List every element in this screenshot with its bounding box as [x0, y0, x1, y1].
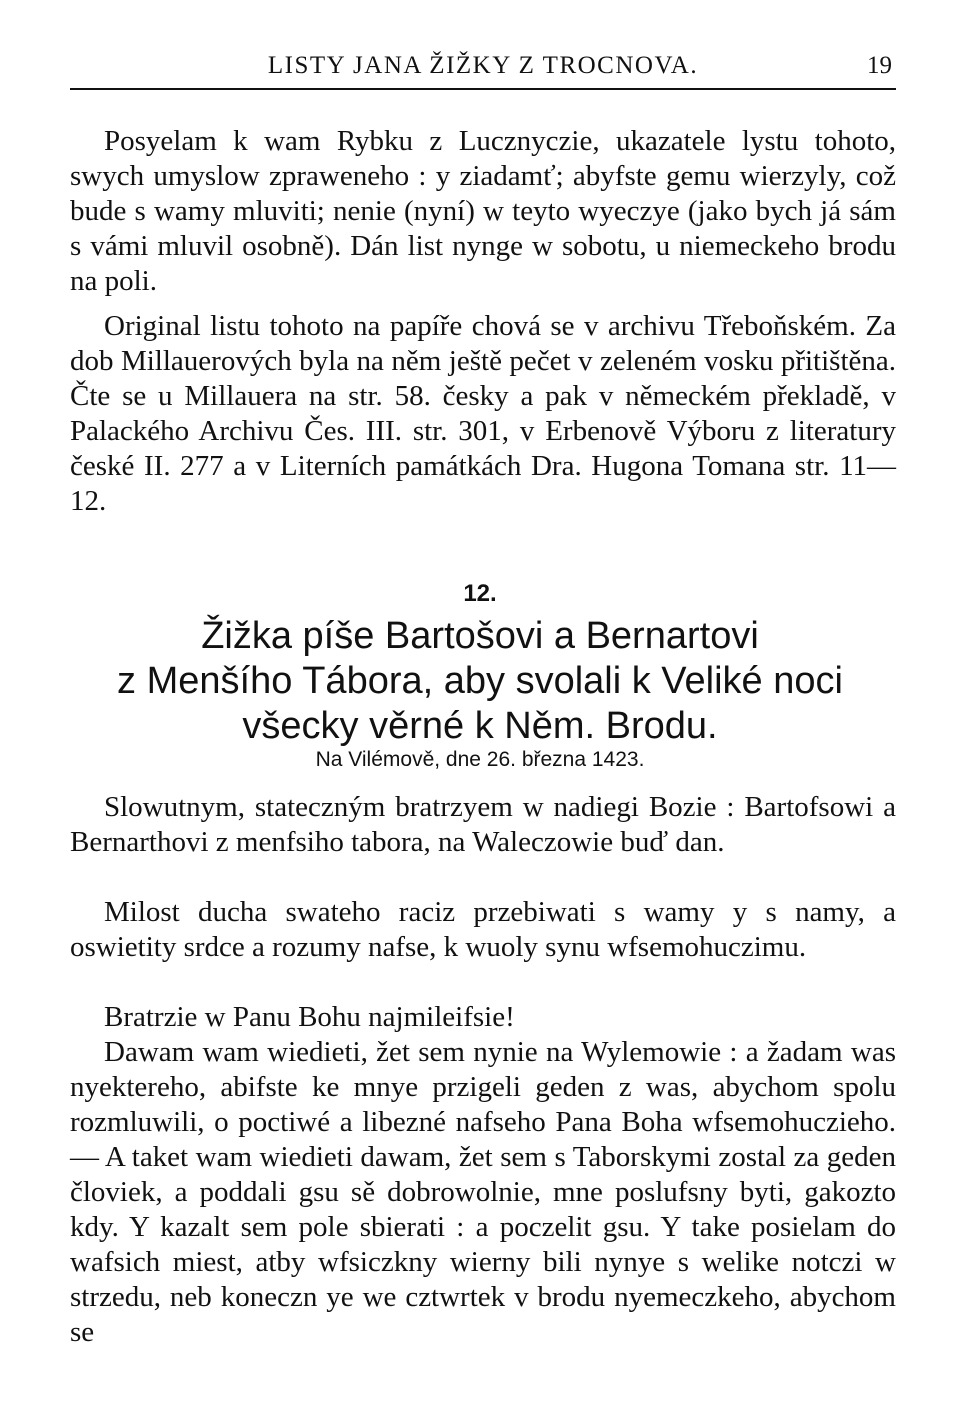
- document-number: 12.: [463, 580, 497, 607]
- document-heading: [90, 614, 870, 749]
- heading-line: Žižka píše Bartošovi a Bernartovi: [201, 615, 759, 657]
- page-number: 19: [867, 52, 892, 79]
- running-header: [70, 52, 896, 88]
- blessing-paragraph: Milost ducha swateho raciz przebiwati s wamy y s namy, a oswietity srdce a rozumy nafse, k wuoly synu wfsemohuczimu.: [70, 896, 896, 963]
- heading-line: z Menšího Tábora, aby svolali k Veliké noci: [117, 660, 843, 702]
- running-title: LISTY JANA ŽIŽKY Z TROCNOVA.: [267, 52, 699, 79]
- letter-body-paragraph: Dawam wam wiedieti, žet sem nynie na Wylemowie : a žadam was nyektereho, abifste ke mnye przigeli geden z was, abychom spolu rozmluwili, o poctiwé a libezné nafseho Pana Boha wfsemohuczieho. — A taket wam wiedieti dawam, žet sem s Taborskymi zostal za geden človiek, a poddali gsu sě dobrowolnie, mne poslufsny byti, gakozto kdy. Y kazalt sem pole sbierati : a poczelit gsu. Y take posielam do wafsich miest, atby wfsiczkny wierny bili nynye s welike notczi w strzedu, neb koneczn ye we cztwrtek v brodu nyemeczkeho, abychom se: [70, 1036, 896, 1348]
- heading-line: všecky věrné k Něm. Brodu.: [242, 705, 718, 747]
- greeting-line: Bratrzie w Panu Bohu najmileifsie!: [104, 1001, 515, 1033]
- salutation-address: Slowutnym, stateczným bratrzyem w nadiegi Bozie : Bartofsowi a Bernarthovi z menfsiho tabora, na Waleczowie buď dan.: [70, 791, 896, 858]
- dateline: Na Vilémově, dne 26. března 1423.: [315, 748, 645, 771]
- header-rule: [70, 88, 896, 90]
- letter-closing-paragraph: Posyelam k wam Rybku z Lucznyczie, ukazatele lystu tohoto, swych umyslow zpraweneho : y ziadamť; abyfste gemu wierzyly, což bude s wamy mluviti; nenie (nyní) w teyto wyeczye (jako bych já sám s vámi mluvil osobně). Dán list nynge w sobotu, u niemeckeho brodu na poli.: [70, 125, 896, 297]
- editorial-note-paragraph: Original listu tohoto na papíře chová se v archivu Třeboňském. Za dob Millauerových byla na něm ještě pečet v zeleném vosku přitištěna. Čte se u Millauera na str. 58. česky a pak v německém překladě, v Palackého Archivu Čes. III. str. 301, v Erbenově Výboru z literatury české II. 277 a v Literních památkách Dra. Hugona Tomana str. 11—12.: [70, 310, 896, 517]
